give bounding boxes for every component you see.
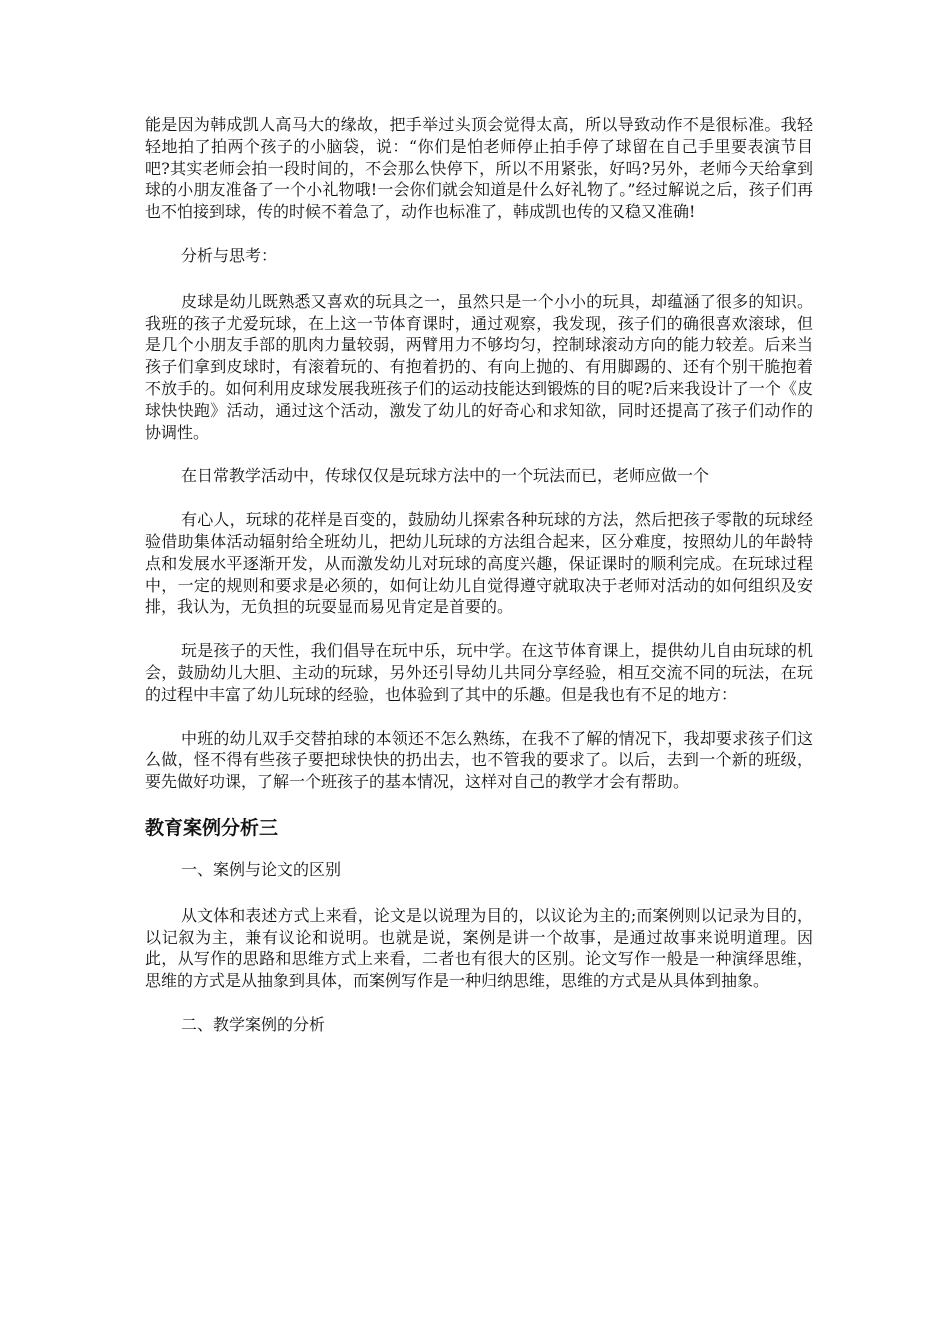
subheading-case-analysis: 二、教学案例的分析	[181, 1014, 326, 1034]
subheading-case-vs-paper: 一、案例与论文的区别	[181, 859, 342, 879]
document-page	[145, 114, 813, 1060]
section-title: 教育案例分析三	[145, 816, 279, 839]
paragraph-play-nature: 玩是孩子的天性，我们倡导在玩中乐，玩中学。在这节体育课上，提供幼儿自由玩球的机会，鼓励幼儿大胆、主动的玩球，另外还引导幼儿共同分享经验，相互交流不同的玩法，在玩的过程中丰富了幼儿玩球的经验，也体验到了其中的乐趣。但是我也有不足的地方：	[145, 641, 813, 704]
paragraph-daily-teaching: 在日常教学活动中，传球仅仅是玩球方法中的一个玩法而已，老师应做一个	[181, 466, 710, 486]
paragraph-ball-toy: 皮球是幼儿既熟悉又喜欢的玩具之一，虽然只是一个小小的玩具，却蕴涵了很多的知识。我班的孩子尤爱玩球，在上这一节体育课时，通过观察，我发现，孩子们的确很喜欢滚球，但是几个小朋友手部的肌肉力量较弱，两臂用力不够均匀，控制球滚动方向的能力较差。后来当孩子们拿到皮球时，有滚着玩的、有抱着扔的、有向上抛的、有用脚踢的、还有个别干脆抱着不放手的。如何利用皮球发展我班孩子们的运动技能达到锻炼的目的呢?后来我设计了一个《皮球快快跑》活动，通过这个活动，激发了幼儿的好奇心和求知欲，同时还提高了孩子们动作的协调性。	[145, 291, 813, 442]
paragraph-shortcomings: 中班的幼儿双手交替拍球的本领还不怎么熟练，在我不了解的情况下，我却要求孩子们这么做，怪不得有些孩子要把球快快的扔出去，也不管我的要求了。以后，去到一个新的班级，要先做好功课，了解一个班孩子的基本情况，这样对自己的教学才会有帮助。	[145, 728, 813, 792]
paragraph-case-vs-paper: 从文体和表述方式上来看，论文是以说理为目的，以议论为主的;而案例则以记录为目的，以记叙为主，兼有议论和说明。也就是说，案例是讲一个故事，是通过故事来说明道理。因此，从写作的思路和思维方式上来看，二者也有很大的区别。论文写作一般是一种演绎思维，思维的方式是从抽象到具体，而案例写作是一种归纳思维，思维的方式是从具体到抽象。	[145, 905, 813, 991]
paragraph-story-continuation: 能是因为韩成凯人高马大的缘故，把手举过头顶会觉得太高，所以导致动作不是很标准。我轻轻地拍了拍两个孩子的小脑袋，说：“你们是怕老师停止拍手停了球留在自己手里要表演节目吧?其实老师会拍一段时间的，不会那么快停下，所以不用紧张，好吗?另外，老师今天给拿到球的小朋友准备了一个小礼物哦!一会你们就会知道是什么好礼物了。”经过解说之后，孩子们再也不怕接到球，传的时候不着急了，动作也标准了，韩成凯也传的又稳又准确!	[145, 115, 813, 222]
paragraph-attentive-teacher: 有心人，玩球的花样是百变的，鼓励幼儿探索各种玩球的方法，然后把孩子零散的玩球经验借助集体活动辐射给全班幼儿，把幼儿玩球的方法组合起来，区分难度，按照幼儿的年龄特点和发展水平逐渐开发，从而激发幼儿对玩球的高度兴趣，保证课时的顺利完成。在玩球过程中，一定的规则和要求是必须的，如何让幼儿自觉得遵守就取决于老师对活动的如何组织及安排，我认为，无负担的玩耍显而易见肯定是首要的。	[145, 510, 813, 617]
paragraph-analysis-label: 分析与思考：	[181, 245, 278, 265]
